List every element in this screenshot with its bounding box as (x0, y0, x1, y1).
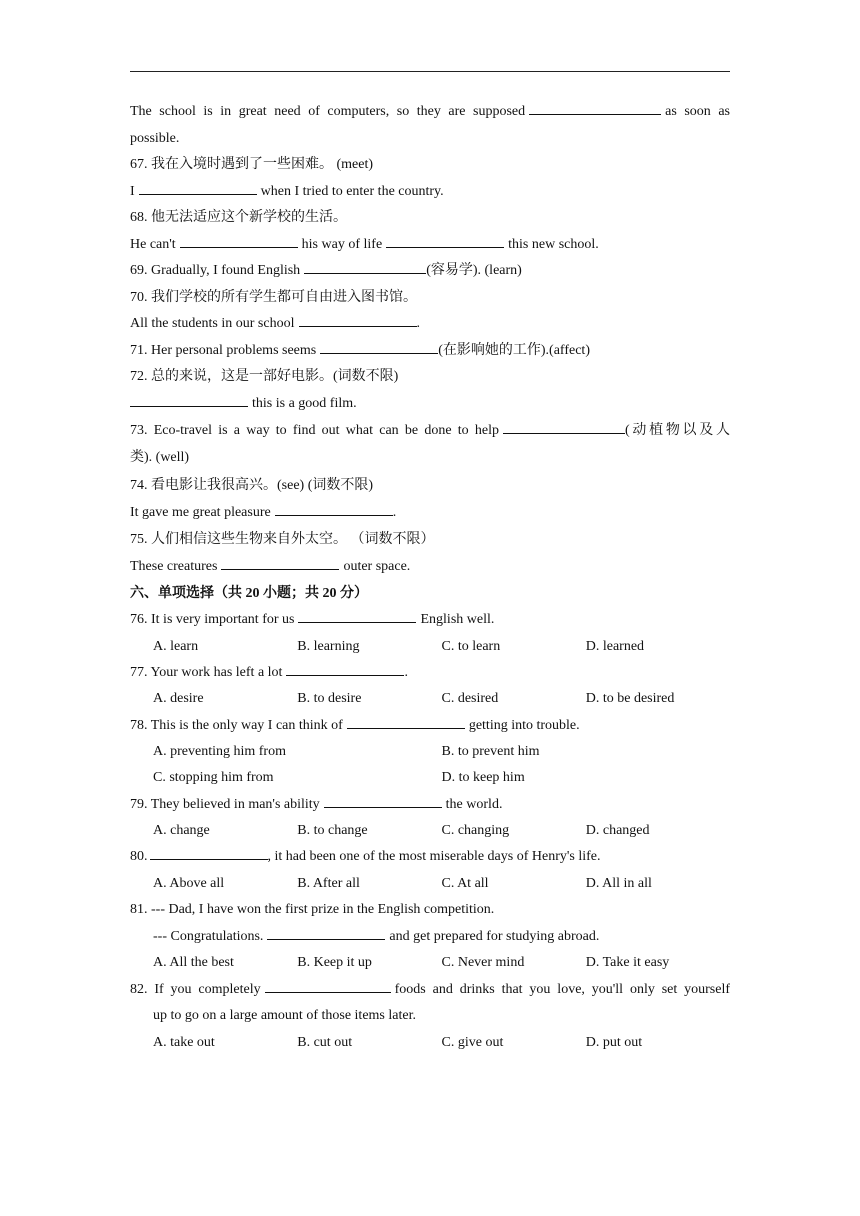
q80-options (130, 871, 730, 897)
q70-prompt: 70. 我们学校的所有学生都可自由进入图书馆。 (130, 289, 417, 305)
q74-prompt: 74. 看电影让我很高兴。(see) (词数不限) (130, 477, 374, 493)
q76-stem (130, 607, 730, 634)
answer-blank[interactable] (130, 394, 248, 407)
q74-text-start: It gave me great pleasure (130, 504, 271, 520)
q79-text-end: the world. (445, 796, 503, 812)
option-a[interactable]: A. Above all (153, 875, 225, 891)
option-b[interactable]: B. Keep it up (297, 955, 372, 971)
q73-hint-tail: 类). (well) (130, 450, 190, 465)
q81-text-end: and get prepared for studying abroad. (389, 928, 600, 944)
q75-text-start: These creatures (130, 559, 218, 574)
option-a[interactable]: A. desire (153, 691, 204, 707)
q77-text-end: . (404, 664, 408, 680)
q71-text-start: 71. Her personal problems seems (130, 342, 317, 358)
option-d[interactable]: D. to be desired (585, 691, 675, 707)
header-rule (130, 71, 730, 72)
q78-text-start: 78. This is the only way I can think of (130, 717, 343, 733)
q76-text-start: 76. It is very important for us (130, 612, 295, 627)
option-a[interactable]: A. preventing him from (153, 744, 286, 760)
q70-answer-line (130, 311, 730, 338)
option-a[interactable]: A. learn (153, 638, 199, 654)
q66-continuation-line (130, 99, 730, 126)
q73-hint: (动植物以及人 (624, 423, 730, 438)
q79-stem (130, 792, 730, 819)
q68-text-end: this new school. (508, 236, 599, 252)
q81-stem-2 (130, 924, 730, 951)
q66-continuation-line-2 (130, 126, 730, 153)
option-c[interactable]: C. give out (441, 1034, 504, 1050)
q82-text-start: 82. If you completely (130, 981, 261, 997)
answer-blank[interactable] (304, 261, 426, 274)
option-c[interactable]: C. At all (441, 875, 489, 891)
q75-text-end: outer space. (343, 559, 411, 574)
option-c[interactable]: C. desired (441, 691, 499, 707)
q81-options (130, 950, 730, 976)
q78-options-row-2 (130, 765, 730, 791)
q70-text-start: All the students in our school (130, 316, 295, 331)
q72-answer-line (130, 391, 730, 418)
option-b[interactable]: B. learning (297, 638, 360, 654)
option-b[interactable]: B. to desire (297, 691, 362, 707)
q74-text-end: . (392, 504, 397, 520)
option-a[interactable]: A. All the best (153, 955, 234, 971)
answer-blank[interactable] (386, 235, 504, 248)
q67-prompt: 67. 我在入境时遇到了一些困难。 (meet) (130, 157, 374, 172)
q79-options (130, 818, 730, 844)
answer-blank[interactable] (299, 314, 417, 327)
option-d[interactable]: D. learned (585, 638, 645, 654)
q69-text-start: 69. Gradually, I found English (130, 263, 301, 278)
q78-stem (130, 713, 730, 740)
option-b[interactable]: B. to prevent him (441, 744, 540, 760)
q82-stem (130, 977, 730, 1004)
option-d[interactable]: D. to keep him (441, 770, 525, 786)
q68-text-mid: his way of life (301, 236, 383, 252)
answer-blank[interactable] (267, 927, 385, 940)
answer-blank[interactable] (503, 421, 625, 434)
q80-stem (130, 844, 730, 871)
q82-text-end: foods and drinks that you love, you'll only set yourself (394, 981, 730, 997)
q71-hint: (在影响她的工作).(affect) (438, 342, 590, 358)
option-d[interactable]: D. put out (585, 1034, 643, 1050)
q77-options (130, 686, 730, 712)
q72-prompt: 72. 总的来说，这是一部好电影。(词数不限) (130, 369, 399, 384)
option-d[interactable]: D. All in all (585, 875, 652, 891)
q66-text-end: as soon as (665, 104, 730, 119)
q76-text-end: English well. (420, 612, 495, 627)
option-a[interactable]: A. take out (153, 1034, 215, 1050)
answer-blank[interactable] (265, 980, 391, 993)
q72-text-end: this is a good film. (252, 395, 357, 411)
q73-line-2 (130, 445, 730, 472)
q69-line (130, 258, 730, 285)
q67-text-start: I (130, 183, 135, 199)
answer-blank[interactable] (139, 182, 257, 195)
q68-prompt: 68. 他无法适应这个新学校的生活。 (130, 210, 347, 225)
option-b[interactable]: B. cut out (297, 1034, 353, 1050)
q68-text-start: He can't (130, 236, 176, 252)
q82-stem-2 (130, 1003, 730, 1030)
q77-stem (130, 660, 730, 687)
exam-content (130, 99, 730, 1056)
answer-blank[interactable] (324, 795, 442, 808)
answer-blank[interactable] (275, 503, 393, 516)
q67-answer-line (130, 179, 730, 206)
q75-prompt: 75. 人们相信这些生物来自外太空。 （词数不限） (130, 532, 435, 547)
q78-options-row-1 (130, 739, 730, 765)
q81-stem: 81. --- Dad, I have won the first prize in the English competition. (130, 902, 495, 918)
q80-text-end: , it had been one of the most miserable days of Henry's life. (267, 849, 601, 865)
q74-answer-line (130, 500, 730, 527)
option-d[interactable]: D. changed (585, 823, 650, 839)
q67-text-end: when I tried to enter the country. (260, 183, 444, 199)
q71-line (130, 338, 730, 365)
answer-blank[interactable] (286, 663, 404, 676)
answer-blank[interactable] (298, 610, 416, 623)
q79-text-start: 79. They believed in man's ability (130, 796, 320, 812)
q75-answer-line (130, 554, 730, 581)
q69-hint: (容易学). (learn) (426, 263, 522, 278)
q80-text-start: 80. (130, 849, 148, 865)
option-c[interactable]: C. Never mind (441, 955, 525, 971)
answer-blank[interactable] (529, 102, 661, 115)
option-c[interactable]: C. changing (441, 823, 510, 839)
answer-blank[interactable] (180, 235, 298, 248)
option-b[interactable]: B. After all (297, 875, 360, 891)
answer-blank[interactable] (221, 557, 339, 570)
option-c[interactable]: C. to learn (441, 638, 501, 654)
answer-blank[interactable] (150, 847, 268, 860)
q76-options (130, 634, 730, 660)
q73-text-start: 73. Eco-travel is a way to find out what can be done to help (130, 423, 499, 438)
q70-text-end: . (416, 316, 420, 331)
option-c[interactable]: C. stopping him from (153, 770, 274, 786)
q81-text-start: --- Congratulations. (153, 928, 264, 944)
option-a[interactable]: A. change (153, 823, 210, 839)
q82-text-tail: up to go on a large amount of those items later. (153, 1008, 416, 1024)
answer-blank[interactable] (320, 341, 438, 354)
option-d[interactable]: D. Take it easy (585, 955, 670, 971)
q82-options (130, 1030, 730, 1056)
option-b[interactable]: B. to change (297, 823, 368, 839)
q77-text-start: 77. Your work has left a lot (130, 664, 283, 680)
q73-line (130, 417, 730, 445)
q66-text-tail: possible. (130, 130, 180, 146)
q68-answer-line (130, 232, 730, 259)
q78-text-end: getting into trouble. (468, 717, 580, 733)
q66-text: The school is in great need of computers, so they are supposed (130, 104, 526, 119)
section-title: 六、单项选择（共 20 小题；共 20 分） (130, 585, 368, 601)
answer-blank[interactable] (347, 716, 465, 729)
